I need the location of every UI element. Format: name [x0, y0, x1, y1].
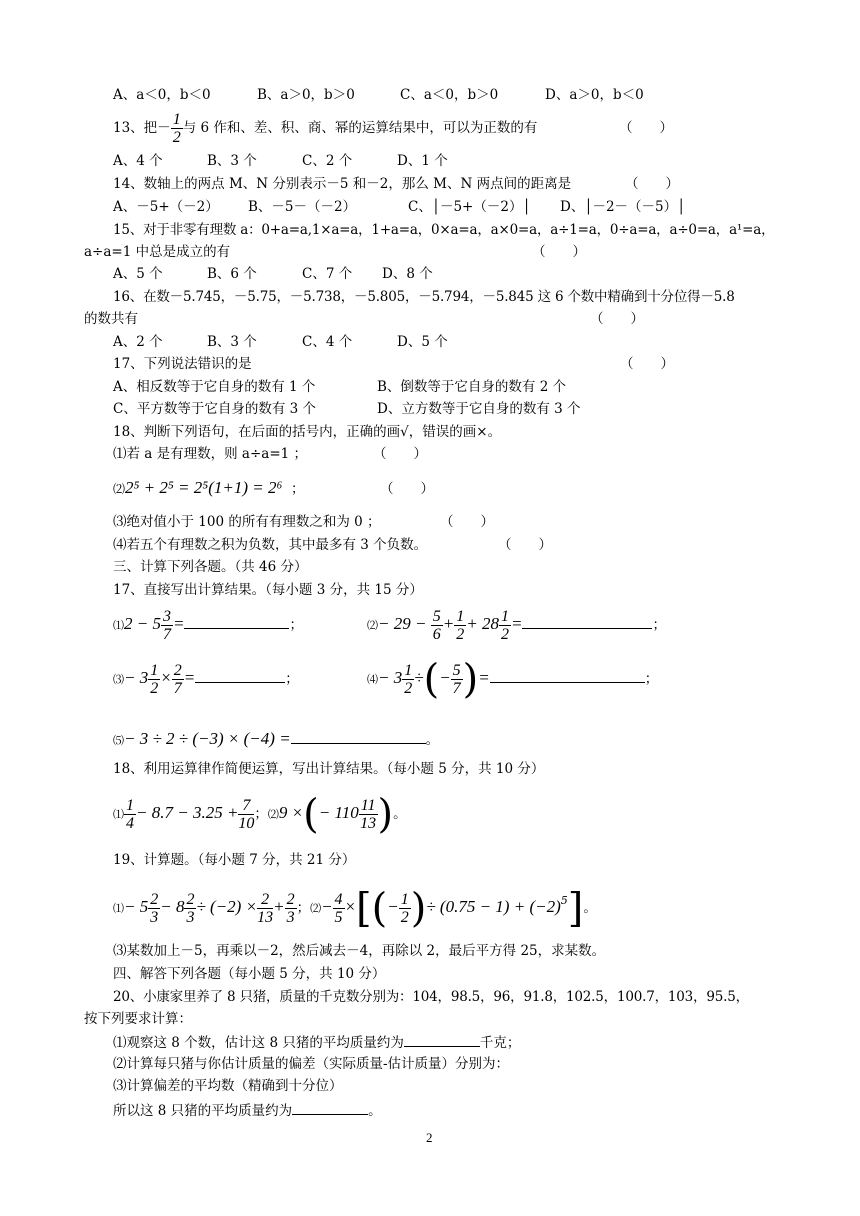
question-15-line2: a÷a=1 中总是成立的有 — [84, 244, 231, 260]
q16-option-d: D、5 个 — [397, 334, 448, 350]
q13-text: 与 6 作和、差、积、商、幂的运算结果中，可以为正数的有 — [182, 120, 538, 136]
q15-answer-paren: （ ） — [532, 244, 586, 260]
calc-1: ⑴2 − 5 $\frac{3}{7}$ = ； — [113, 608, 303, 643]
q20-part-2: ⑵计算每只猪与你估计质量的偏差（实际质量-估计质量）分别为： — [113, 1056, 510, 1072]
simplify-problems: ⑴ $\frac{1}{4}$ − 8.7 − 3.25 + $\frac{7}{10}$ ；⑵9 ×(− 110 $\frac{11}{13}$ )。 — [113, 791, 407, 838]
q12-option-a: A、a＜0，b＜0 — [113, 87, 211, 103]
q14-option-a: A、－5+（－2） — [113, 199, 219, 215]
q18-item-2-paren: （ ） — [380, 481, 434, 497]
section-4-title: 四、解答下列各题（每小题 5 分，共 10 分） — [113, 966, 386, 982]
q18-item-3: ⑶绝对值小于 100 的所有有理数之和为 0 ； — [113, 514, 381, 530]
q14-answer-paren: （ ） — [625, 176, 679, 192]
q17-option-a: A、相反数等于它自身的数有 1 个 — [113, 379, 316, 395]
q18-item-4: ⑷若五个有理数之积为负数，其中最多有 3 个负数。 — [113, 537, 428, 553]
q16-option-c: C、4 个 — [302, 334, 353, 350]
question-20-line1: 20、小康家里养了 8 只猪，质量的千克数分别为：104，98.5，96，91.8，102.5，100.7，103，95.5， — [113, 989, 749, 1005]
calc-3-answer-blank[interactable] — [195, 668, 285, 683]
calc-5-answer-blank[interactable] — [291, 729, 426, 744]
q18b-title: 18、利用运算律作简便运算，写出计算结果。（每小题 5 分，共 10 分） — [113, 761, 545, 777]
q13-option-b: B、3 个 — [207, 153, 257, 169]
q13-option-a: A、4 个 — [113, 153, 163, 169]
q12-option-b: B、a＞0，b＞0 — [257, 87, 355, 103]
q19-title: 19、计算题。（每小题 7 分，共 21 分） — [113, 852, 356, 868]
q17-option-c: C、平方数等于它自身的数有 3 个 — [113, 401, 317, 417]
calc-3: ⑶− 3 $\frac{1}{2}$ × $\frac{2}{7}$ = ； — [113, 662, 299, 697]
q14-option-d: D、│－2－（－5）│ — [560, 199, 686, 215]
q17b-title: 17、直接写出计算结果。（每小题 3 分，共 15 分） — [113, 582, 423, 598]
q13-option-d: D、1 个 — [397, 153, 448, 169]
page-number: 2 — [426, 1130, 433, 1145]
q20-conclusion-blank[interactable] — [292, 1100, 368, 1115]
q12-option-d: D、a＞0，b＜0 — [545, 87, 644, 103]
calc-1-answer-blank[interactable] — [184, 614, 289, 629]
question-20-line2: 按下列要求计算： — [84, 1011, 192, 1027]
q18-item-2-expr: 2⁵ + 2⁵ = 2⁵(1+1) = 2⁶ — [125, 478, 283, 497]
q12-option-c: C、a＜0，b＞0 — [400, 87, 499, 103]
question-13 — [113, 108, 673, 148]
question-14: 14、数轴上的两点 M、N 分别表示－5 和－2，那么 M、N 两点间的距离是 — [113, 176, 572, 192]
q20-conclusion: 所以这 8 只猪的平均质量约为 。 — [113, 1100, 382, 1120]
q16-option-a: A、2 个 — [113, 334, 163, 350]
calc-4: ⑷− 3 $\frac{1}{2}$ ÷(− $\frac{5}{7}$ )= ； — [367, 656, 659, 703]
q20-part-1: ⑴观察这 8 个数，估计这 8 只猪的平均质量约为 千克； — [113, 1032, 520, 1052]
q18-item-4-paren: （ ） — [498, 537, 552, 553]
q18-item-2: ⑵2⁵ + 2⁵ = 2⁵(1+1) = 2⁶ ； — [113, 478, 305, 497]
q13-fraction: $\frac{1}{2}$ — [172, 111, 181, 146]
calc-19-3: ⑶某数加上－5，再乘以－2，然后减去－4，再除以 2，最后平方得 25，求某数。 — [113, 943, 606, 959]
q13-prefix: 13、把－ — [113, 120, 171, 136]
q13-answer-paren: （ ） — [619, 120, 673, 136]
question-15-line1: 15、对于非零有理数 a：0+a=a,1×a=a，1+a=a，0×a=a，a×0=a，a÷1=a，0÷a=a，a÷0=a，a¹=a， — [113, 222, 775, 238]
q15-option-d: D、8 个 — [382, 266, 433, 282]
q18-item-3-paren: （ ） — [440, 514, 494, 530]
calc-4-answer-blank[interactable] — [490, 668, 645, 683]
calc-19-1-and-2: ⑴− 5 $\frac{2}{3}$ − 8 $\frac{2}{3}$ ÷ (−2) × $\frac{2}{13}$ + $\frac{2}{3}$ ；⑵− $\frac{4}{5}$ ×[(− $\frac{1}{2}$ )÷ $(0.75 - 1) + (-2)^5$]。 — [113, 885, 597, 932]
question-17: 17、下列说法错识的是 — [113, 356, 252, 372]
q18-item-1: ⑴若 a 是有理数，则 a÷a=1 ； — [113, 446, 308, 462]
calc-2-answer-blank[interactable] — [522, 614, 652, 629]
q20-part-3: ⑶计算偏差的平均数（精确到十分位） — [113, 1078, 343, 1094]
calc-2: ⑵− 29 − $\frac{5}{6}$ + $\frac{1}{2}$ + 28 $\frac{1}{2}$ = ； — [367, 608, 666, 643]
calc-5: ⑸− 3 ÷ 2 ÷ (−3) × (−4) = 。 — [113, 729, 440, 748]
question-16-line1: 16、在数－5.745，－5.75，－5.738，－5.805，－5.794，－5.845 这 6 个数中精确到十分位得－5.8 — [113, 289, 735, 305]
q14-option-b: B、－5－（－2） — [248, 199, 357, 215]
q15-option-c: C、7 个 — [302, 266, 353, 282]
question-18: 18、判断下列语句，在后面的括号内，正确的画√，错误的画×。 — [113, 424, 502, 440]
section-3-title: 三、计算下列各题。（共 46 分） — [113, 559, 308, 575]
q20-part-1-blank[interactable] — [404, 1032, 480, 1047]
q13-option-c: C、2 个 — [302, 153, 353, 169]
q17-option-b: B、倒数等于它自身的数有 2 个 — [377, 379, 567, 395]
q14-option-c: C、│－5+（－2）│ — [408, 199, 531, 215]
q16-option-b: B、3 个 — [207, 334, 257, 350]
q16-answer-paren: （ ） — [590, 311, 644, 327]
q15-option-b: B、6 个 — [207, 266, 257, 282]
q17-option-d: D、立方数等于它自身的数有 3 个 — [377, 401, 581, 417]
question-16-line2: 的数共有 — [84, 311, 138, 327]
q17-answer-paren: （ ） — [620, 356, 674, 372]
q15-option-a: A、5 个 — [113, 266, 163, 282]
q18-item-1-paren: （ ） — [373, 446, 427, 462]
